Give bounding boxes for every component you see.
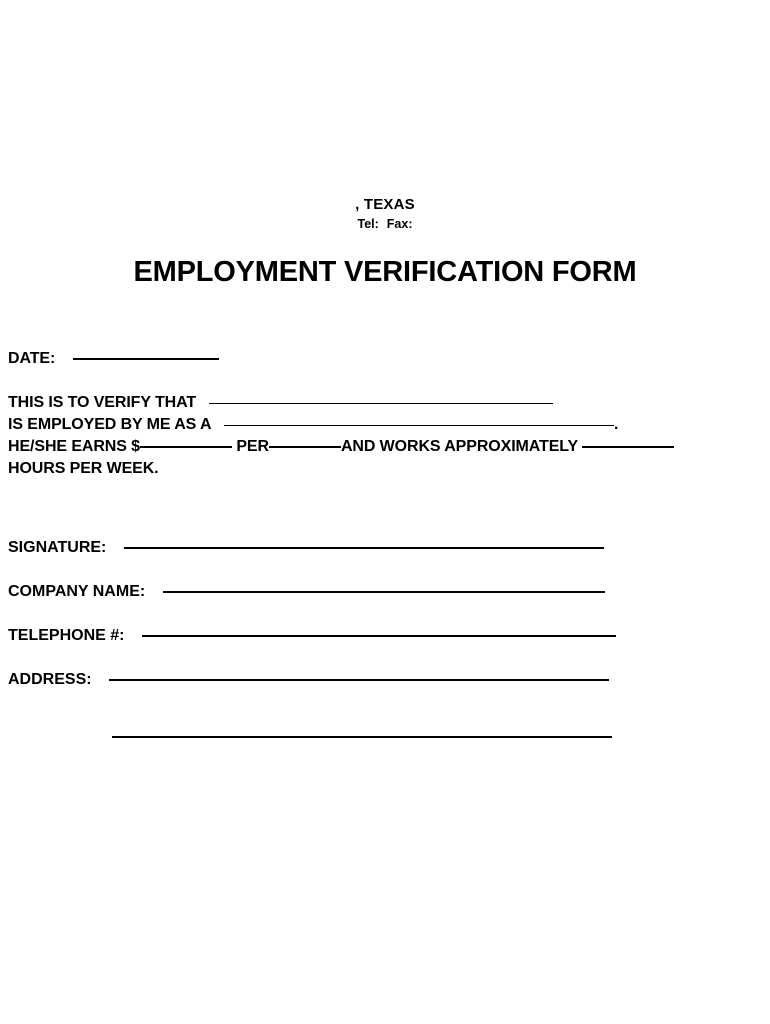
employed-row <box>8 414 748 436</box>
company-input-line[interactable] <box>163 591 605 593</box>
signature-label: SIGNATURE: <box>8 539 107 556</box>
telephone-row <box>8 626 748 646</box>
date-row <box>8 348 748 370</box>
employed-period: . <box>613 416 619 433</box>
telephone-label: TELEPHONE #: <box>8 627 125 644</box>
address-input-line-2[interactable] <box>112 736 612 738</box>
hours-input-line[interactable] <box>582 446 674 448</box>
verify-label: THIS IS TO VERIFY THAT <box>8 394 197 411</box>
address-input-line-1[interactable] <box>109 679 609 681</box>
address-row-2 <box>8 714 748 743</box>
earnings-row <box>8 436 748 458</box>
page-title: EMPLOYMENT VERIFICATION FORM <box>133 256 637 288</box>
tel-label: Tel: <box>357 217 379 231</box>
telephone-input-line[interactable] <box>142 635 616 637</box>
form-fields <box>8 538 748 743</box>
works-label: AND WORKS APPROXIMATELY <box>340 438 578 455</box>
earnings-amount-input-line[interactable] <box>140 446 232 448</box>
company-label: COMPANY NAME: <box>8 583 146 600</box>
hours-row <box>8 458 748 480</box>
signature-row <box>8 538 748 558</box>
date-label: DATE: <box>8 350 56 367</box>
signature-input-line[interactable] <box>124 547 604 549</box>
earns-label: HE/SHE EARNS $ <box>8 438 140 455</box>
job-title-input-line[interactable] <box>224 425 614 426</box>
date-input-line[interactable] <box>73 358 219 360</box>
employee-name-input-line[interactable] <box>209 403 553 404</box>
address-row <box>8 670 748 690</box>
fax-label: Fax: <box>386 217 413 231</box>
per-label: PER <box>236 438 269 455</box>
header-contact <box>0 216 770 233</box>
header-location: , TEXAS <box>355 196 415 213</box>
employed-label: IS EMPLOYED BY ME AS A <box>8 416 211 433</box>
verify-row <box>8 392 748 414</box>
address-label: ADDRESS: <box>8 671 92 688</box>
company-row <box>8 582 748 602</box>
pay-period-input-line[interactable] <box>269 446 341 448</box>
hours-label: HOURS PER WEEK. <box>8 460 159 477</box>
form-body <box>8 348 748 480</box>
document-header <box>0 196 770 233</box>
